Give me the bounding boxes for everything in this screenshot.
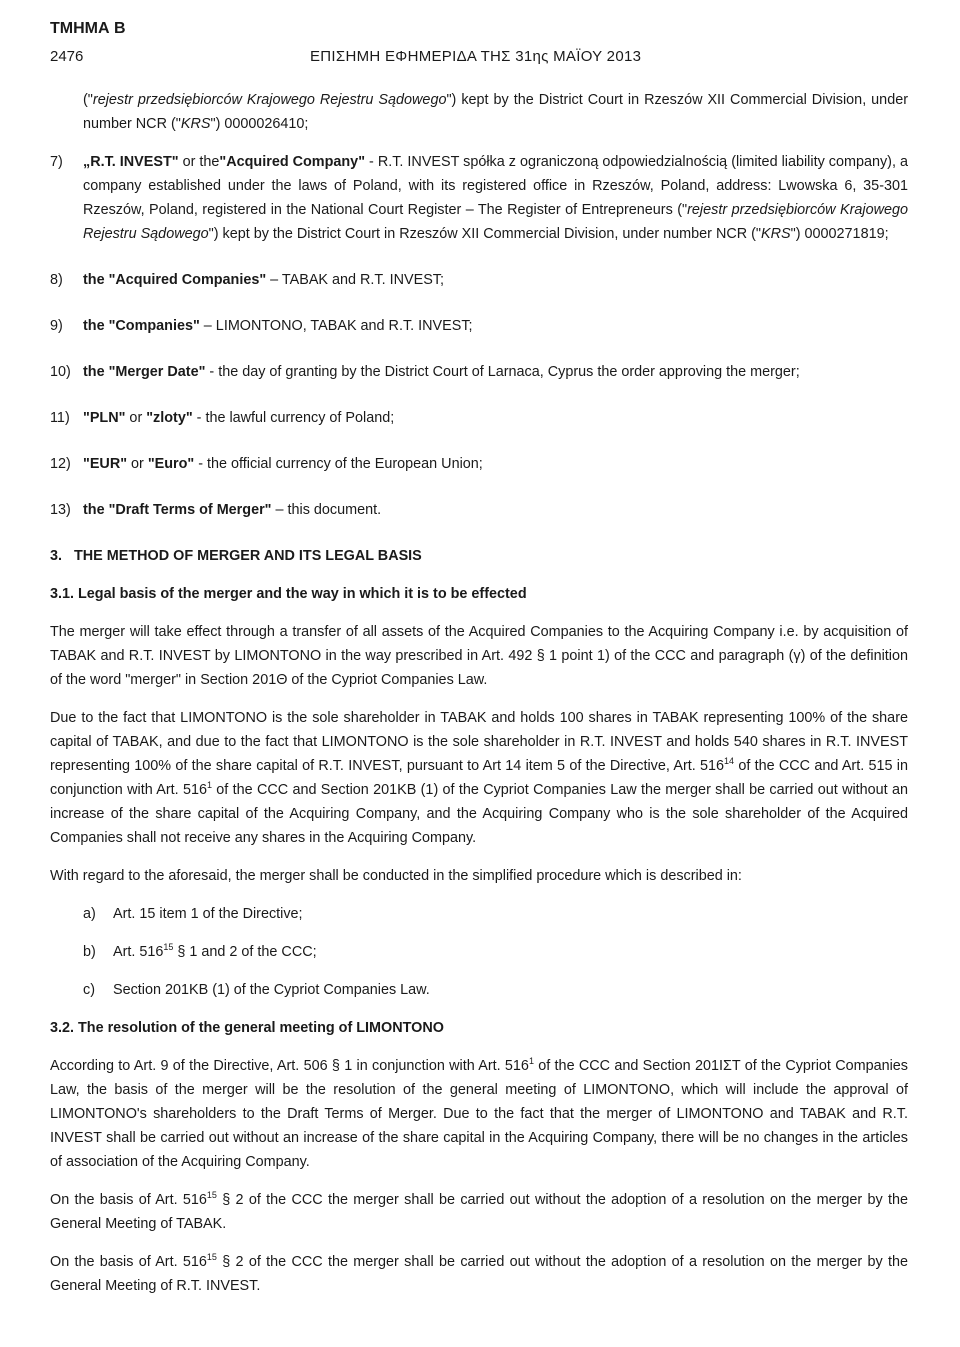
procedure-list-item: a) Art. 15 item 1 of the Directive;: [83, 906, 303, 922]
definition-item-9: 9) the "Companies" – LIMONTONO, TABAK and R.T. INVEST;: [50, 318, 473, 334]
section-3-1-heading: 3.1. Legal basis of the merger and the way in which it is to be effected: [50, 586, 527, 602]
paragraph-3-1-b: Due to the fact that LIMONTONO is the sole shareholder in TABAK and holds 100 shares in TABAK representing 100% of the share capital of TABAK, and due to the fact that LIMONTONO is the sole shareholder in R.T. INVEST and holds 540 shares in R.T. INVEST representing 100% of the share capital of R.T. INVEST, pursuant to Art 14 item 5 of the Directive, Art. $516^{14}$ of the CCC and Art. 515 in conjunction with Art. $516^1$ of the CCC and Section 201KB (1) of the Cypriot Companies Law the merger shall be carried out without an increase of the share capital of the Acquiring Company, and the Acquiring Company who is the sole shareholder of the Acquired Companies shall not receive any shares in the Acquiring Company.: [50, 710, 908, 846]
paragraph-3-1-a: The merger will take effect through a transfer of all assets of the Acquired Companies to the Acquiring Company i.e. by acquisition of TABAK and R.T. INVEST by LIMONTONO in the way prescribed in Art. 492 § 1 point 1) of the CCC and paragraph (γ) of the definition of the word "merger" in Section 201Θ of the Cypriot Companies Law.: [50, 624, 908, 688]
page-number: 2476: [50, 48, 84, 65]
procedure-list-item: c) Section 201KB (1) of the Cypriot Companies Law.: [83, 982, 430, 998]
section-3-heading: 3. THE METHOD OF MERGER AND ITS LEGAL BASIS: [50, 548, 422, 564]
definition-item-7: 7) „R.T. INVEST" or the"Acquired Company" - R.T. INVEST spółka z ograniczoną odpowiedzialnością (limited liability company), a company established under the laws of Poland, with its registered office in Rzeszów, Poland, address: Lwowska 6, 35-301 Rzeszów, Poland, registered in the National Court Register – The Register of Entrepreneurs ("rejestr przedsiębiorców Krajowego Rejestru Sądowego") kept by the District Court in Rzeszów XII Commercial Division, under number NCR ("KRS") 0000271819;: [50, 154, 908, 242]
intro-paragraph: ("rejestr przedsiębiorców Krajowego Rejestru Sądowego") kept by the District Court in Rzeszów XII Commercial Division, under number NCR ("KRS") 0000026410;: [83, 92, 908, 132]
definition-item-13: 13) the "Draft Terms of Merger" – this document.: [50, 502, 382, 518]
paragraph-3-1-c: With regard to the aforesaid, the merger shall be conducted in the simplified procedure which is described in:: [50, 868, 742, 884]
section-label: ΤΜΗΜΑ Β: [50, 20, 126, 37]
paragraph-3-2-a: According to Art. 9 of the Directive, Art. 506 § 1 in conjunction with Art. $516^1$ of the CCC and Section 201ΙΣΤ of the Cypriot Companies Law, the basis of the merger will be the resolution of the general meeting of LIMONTONO, which will include the approval of LIMONTONO's shareholders to the Draft Terms of Merger. Due to the fact that the merger of LIMONTONO and TABAK and R.T. INVEST shall be carried out without an increase of the share capital in the Acquiring Company, there will be no changes in the articles of association of the Acquiring Company.: [50, 1056, 908, 1170]
document-body: [50, 88, 908, 1298]
definition-item-8: 8) the "Acquired Companies" – TABAK and R.T. INVEST;: [50, 272, 444, 288]
register-name: rejestr przedsiębiorców Krajowego Rejestru Sądowego: [92, 92, 447, 108]
paragraph-3-2-b: On the basis of Art. $516^{15}$ § 2 of the CCC the merger shall be carried out without the adoption of a resolution on the merger by the General Meeting of TABAK.: [50, 1190, 908, 1232]
definition-item-11: 11) "PLN" or "zloty" - the lawful currency of Poland;: [50, 410, 395, 426]
krs-abbrev: KRS: [180, 116, 211, 132]
paragraph-3-2-c: On the basis of Art. $516^{15}$ § 2 of the CCC the merger shall be carried out without the adoption of a resolution on the merger by the General Meeting of R.T. INVEST.: [50, 1252, 908, 1294]
section-3-2-heading: 3.2. The resolution of the general meeting of LIMONTONO: [50, 1020, 444, 1036]
procedure-list-item: b) Art. $516^{15}$ § 1 and 2 of the CCC;: [83, 942, 317, 960]
definition-item-12: 12) "EUR" or "Euro" - the official currency of the European Union;: [50, 456, 483, 472]
definition-item-10: 10) the "Merger Date" - the day of granting by the District Court of Larnaca, Cyprus the order approving the merger;: [50, 364, 800, 380]
gazette-title: ΕΠΙΣΗΜΗ ΕΦΗΜΕΡΙΔΑ ΤΗΣ 31ης ΜΑΪΟΥ 2013: [310, 48, 642, 65]
